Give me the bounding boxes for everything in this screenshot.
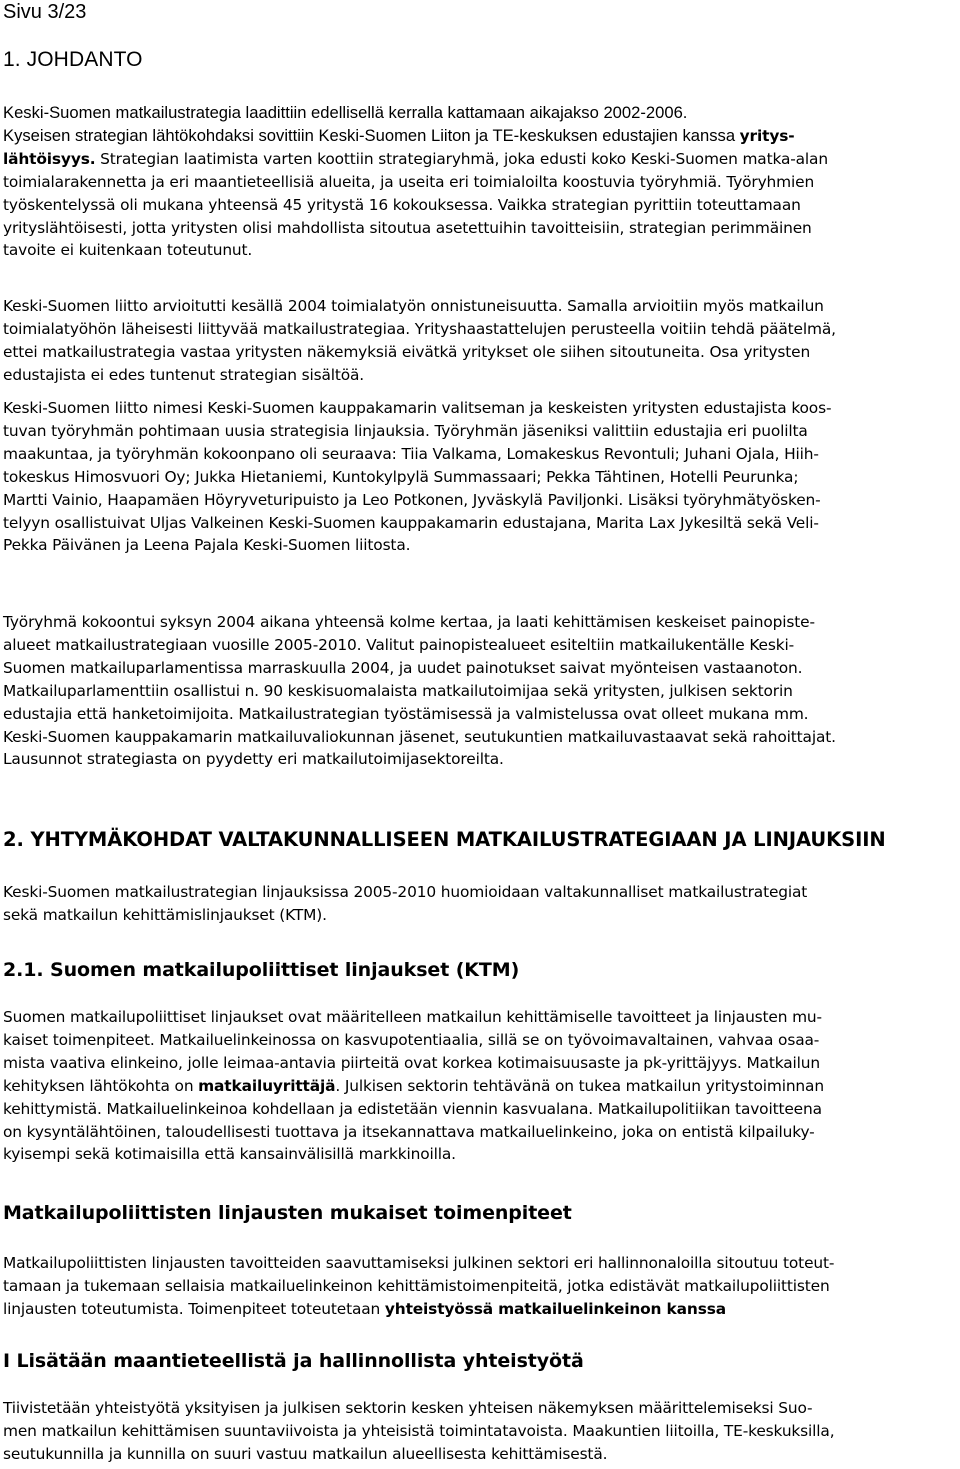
text-line: Kyseisen strategian lähtökohdaksi sovittiin Keski-Suomen Liiton ja TE-keskuksen edustajien kanssa [3, 125, 740, 145]
emphasis-text: yhteistyössä matkailuelinkeinon kanssa [384, 1299, 726, 1318]
text-line: Keski-Suomen matkailustrategian linjauksissa 2005-2010 huomioidaan valtakunnalliset matkailustrategiat [3, 883, 808, 901]
text-line: tamaan ja tukemaan sellaisia matkailuelinkeinon kehittämistoimenpiteitä, jotka edistävät matkailupoliittisten [3, 1276, 830, 1295]
text-line: men matkailun kehittämisen suuntaviivoista ja yhteisistä toimintatavoista. Maakuntien liitoilla, TE-keskuksilla, [3, 1421, 835, 1440]
text-line: Pekka Päivänen ja Leena Pajala Keski-Suomen liitosta. [3, 536, 411, 555]
text-line: tuvan työryhmän pohtimaan uusia strategisia linjauksia. Työryhmän jäseniksi valittiin edustajia eri puolilta [3, 421, 808, 440]
text-line: toimialatyöhön läheisesti liittyvää matkailustrategiaa. Yrityshaastattelujen perusteella voitiin tehdä päätelmä, [3, 319, 836, 338]
text-line: tavoite ei kuitenkaan toteutunut. [3, 241, 253, 260]
text-line: edustajista ei edes tuntenut strategian sisältöä. [3, 365, 365, 384]
text-line: Keski-Suomen matkailustrategia laadittiin edellisellä kerralla kattamaan aikajakso 2002-2006. [3, 103, 688, 122]
section-1-paragraph-2 [3, 295, 958, 387]
text-line: kaiset toimenpiteet. Matkailuelinkeinossa on kasvupotentiaalia, sillä se on työvoimavaltainen, vahvaa osaa- [3, 1030, 820, 1049]
text-line: . Julkisen sektorin tehtävänä on tukea matkailun yritystoiminnan [335, 1076, 824, 1095]
emphasis-text: lähtöisyys. [3, 149, 96, 168]
text-line: mista vaativa elinkeino, jolle leimaa-antavia piirteitä ovat korkea kotimaisuusaste ja pk-yrittäjyys. Matkailun [3, 1053, 821, 1072]
text-line: maakuntaa, ja työryhmän kokoonpano oli seuraava: Tiia Valkama, Lomakeskus Revontuli; Juhani Ojala, Hiih- [3, 444, 819, 463]
text-line: telyyn osallistuivat Uljas Valkeinen Keski-Suomen kauppakamarin edustajana, Marita Lax Jykesiltä sekä Veli- [3, 513, 819, 532]
emphasis-text: yritys- [739, 126, 795, 145]
text-line: Strategian laatimista varten koottiin strategiaryhmä, joka edusti koko Keski-Suomen matka-alan [95, 149, 828, 168]
text-line: Tiivistetään yhteistyötä yksityisen ja julkisen sektorin kesken yhteisen näkemyksen määrittelemiseksi Suo- [3, 1399, 813, 1417]
page-number: Sivu 3/23 [3, 1, 87, 23]
text-line: työskentelyssä oli mukana yhteensä 45 yritystä 16 kokouksessa. Vaikka strategian pyrittiin toteuttamaan [3, 195, 801, 214]
text-line: edustajia että hanketoimijoita. Matkailustrategian työstämisessä ja valmistelussa ovat olleet mukana mm. [3, 704, 809, 723]
section-2-1-paragraph-1 [3, 1006, 958, 1166]
measures-heading: Matkailupoliittisten linjausten mukaiset toimenpiteet [3, 1202, 572, 1224]
text-line: yrityslähtöisesti, jotta yritysten olisi mahdollista sitoutua asetettuihin tavoitteisiin, strategian perimmäinen [3, 218, 812, 237]
section-1-paragraph-1 [3, 102, 958, 262]
text-line: Suomen matkailuparlamentissa marraskuulla 2004, ja uudet painotukset saivat myönteisen vastaanoton. [3, 658, 803, 677]
text-line: Martti Vainio, Haapamäen Höyryveturipuisto ja Leo Potkonen, Jyväskylä Paviljonki. Lisäksi työryhmätyösken- [3, 490, 821, 509]
measure-i-heading: I Lisätään maantieteellistä ja hallinnollista yhteistyötä [3, 1350, 584, 1372]
section-2-paragraph-1 [3, 881, 958, 927]
text-line: Keski-Suomen liitto nimesi Keski-Suomen kauppakamarin valitseman ja keskeisten yritysten edustajista koos- [3, 399, 832, 417]
section-1-paragraph-4 [3, 611, 958, 771]
text-line: Matkailuparlamenttiin osallistui n. 90 keskisuomalaista matkailutoimijaa sekä yritysten, julkisen sektorin [3, 681, 793, 700]
text-line: Keski-Suomen liitto arvioitutti kesällä 2004 toimialatyön onnistuneisuutta. Samalla arvioitiin myös matkailun [3, 297, 824, 315]
text-line: kyisempi sekä kotimaisilla että kansainvälisillä markkinoilla. [3, 1145, 456, 1164]
text-line: kehityksen lähtökohta on [3, 1076, 199, 1095]
section-2-1-heading: 2.1. Suomen matkailupoliittiset linjaukset (KTM) [3, 959, 520, 981]
text-line: tokeskus Himosvuori Oy; Jukka Hietaniemi, Kuntokylpylä Summassaari; Pekka Tähtinen, Hotelli Peurunka; [3, 467, 799, 486]
measure-i-paragraph-1 [3, 1397, 958, 1466]
section-2-heading: 2. YHTYMÄKOHDAT VALTAKUNNALLISEEN MATKAILUSTRATEGIAAN JA LINJAUKSIIN [3, 828, 886, 851]
text-line: on kysyntälähtöinen, taloudellisesti tuottava ja itsekannattava matkailuelinkeino, joka on entistä kilpailuky- [3, 1122, 815, 1141]
text-line: Lausunnot strategiasta on pyydetty eri matkailutoimijasektoreilta. [3, 750, 504, 769]
text-line: sekä matkailun kehittämislinjaukset (KTM). [3, 905, 327, 924]
emphasis-text: matkailuyrittäjä [198, 1076, 336, 1095]
section-1-paragraph-3 [3, 397, 958, 557]
text-line: alueet matkailustrategiaan vuosille 2005-2010. Valitut painopistealueet esiteltiin matkailukentälle Keski- [3, 635, 795, 654]
text-line: ettei matkailustrategia vastaa yritysten näkemyksiä eivätkä yritykset ole siihen sitoutuneita. Osa yritysten [3, 342, 811, 361]
text-line: Keski-Suomen kauppakamarin matkailuvaliokunnan jäsenet, seutukuntien matkailuvastaavat sekä rahoittajat. [3, 727, 836, 746]
text-line: Matkailupoliittisten linjausten tavoitteiden saavuttamiseksi julkinen sektori eri hallinnonaloilla sitoutuu toteut- [3, 1254, 835, 1272]
text-line: kehittymistä. Matkailuelinkeinoa kohdellaan ja edistetään viennin kasvualana. Matkailupolitiikan tavoitteena [3, 1099, 822, 1118]
section-1-heading: 1. JOHDANTO [3, 48, 143, 71]
text-line: toimialarakennetta ja eri maantieteellisiä alueita, ja useita eri toimialoilta koostuvia työryhmiä. Työryhmien [3, 172, 815, 191]
text-line: Työryhmä kokoontui syksyn 2004 aikana yhteensä kolme kertaa, ja laati kehittämisen keskeiset painopiste- [3, 613, 815, 631]
text-line: linjausten toteutumista. Toimenpiteet toteutetaan [3, 1299, 385, 1318]
measures-paragraph-1 [3, 1252, 958, 1321]
text-line: seutukunnilla ja kunnilla on suuri vastuu matkailun alueellisesta kehittämisestä. [3, 1444, 608, 1463]
text-line: Suomen matkailupoliittiset linjaukset ovat määritelleen matkailun kehittämiselle tavoitteet ja linjausten mu- [3, 1008, 822, 1026]
